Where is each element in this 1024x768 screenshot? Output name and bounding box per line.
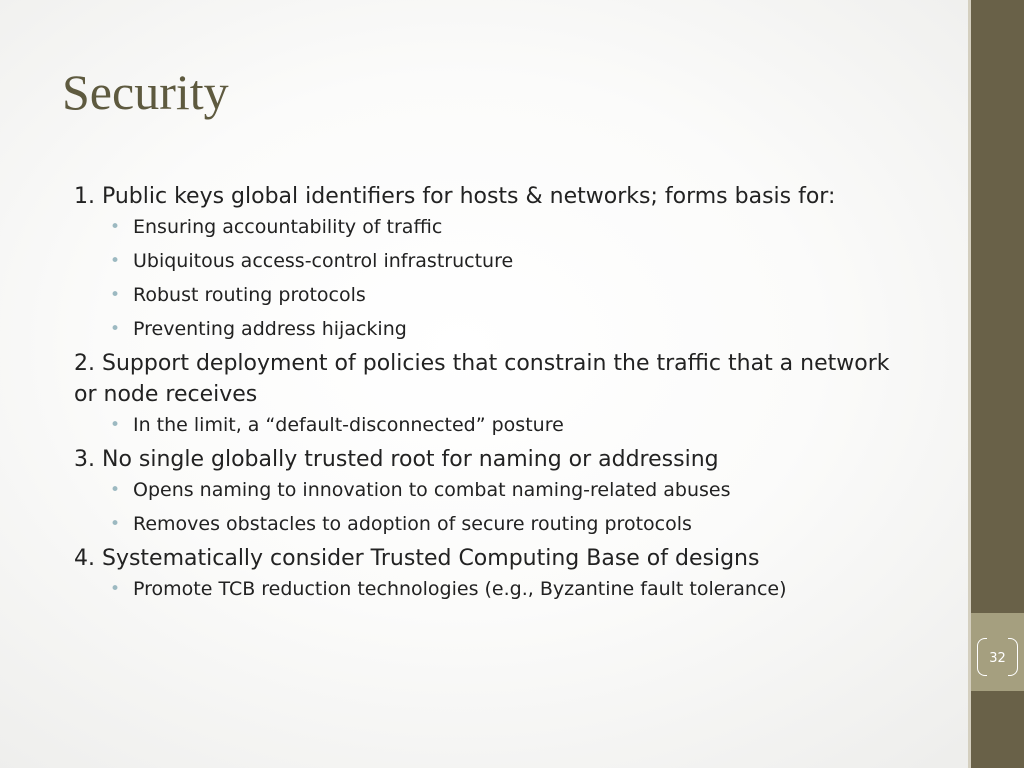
bullet-icon: • bbox=[110, 514, 121, 534]
point-3: 3. No single globally trusted root for naming or addressing bbox=[74, 447, 719, 472]
bullet-text: Ubiquitous access-control infrastructure bbox=[133, 250, 514, 272]
slide-title: Security bbox=[62, 64, 229, 120]
page-number-badge bbox=[977, 638, 1018, 678]
point-1-bullets bbox=[74, 214, 904, 343]
page-number: 32 bbox=[989, 650, 1006, 666]
list-item bbox=[110, 248, 904, 275]
list-item bbox=[110, 214, 904, 241]
bullet-icon: • bbox=[110, 217, 121, 237]
point-4-bullets bbox=[74, 576, 904, 603]
list-item bbox=[110, 576, 904, 603]
bullet-text: Opens naming to innovation to combat naming-related abuses bbox=[133, 479, 731, 501]
bullet-icon: • bbox=[110, 285, 121, 305]
point-2: 2. Support deployment of policies that constrain the traffic that a network or node receives bbox=[74, 351, 890, 407]
left-brace-icon bbox=[977, 638, 987, 676]
bullet-icon: • bbox=[110, 319, 121, 339]
list-item bbox=[110, 282, 904, 309]
list-item bbox=[110, 412, 904, 439]
bullet-text: Preventing address hijacking bbox=[133, 318, 407, 340]
bullet-text: In the limit, a “default-disconnected” posture bbox=[133, 414, 564, 436]
right-brace-icon bbox=[1008, 638, 1018, 676]
point-2-bullets bbox=[74, 412, 904, 439]
bullet-icon: • bbox=[110, 579, 121, 599]
list-item bbox=[110, 316, 904, 343]
bullet-icon: • bbox=[110, 415, 121, 435]
slide-content bbox=[74, 181, 904, 608]
bullet-icon: • bbox=[110, 480, 121, 500]
list-item bbox=[110, 477, 904, 504]
point-1: 1. Public keys global identifiers for hosts & networks; forms basis for: bbox=[74, 184, 836, 209]
bullet-text: Ensuring accountability of traffic bbox=[133, 216, 443, 238]
bullet-icon: • bbox=[110, 251, 121, 271]
bullet-text: Promote TCB reduction technologies (e.g., Byzantine fault tolerance) bbox=[133, 578, 787, 600]
point-4: 4. Systematically consider Trusted Computing Base of designs bbox=[74, 546, 760, 571]
point-3-bullets bbox=[74, 477, 904, 538]
bullet-text: Removes obstacles to adoption of secure routing protocols bbox=[133, 513, 692, 535]
list-item bbox=[110, 511, 904, 538]
bullet-text: Robust routing protocols bbox=[133, 284, 366, 306]
